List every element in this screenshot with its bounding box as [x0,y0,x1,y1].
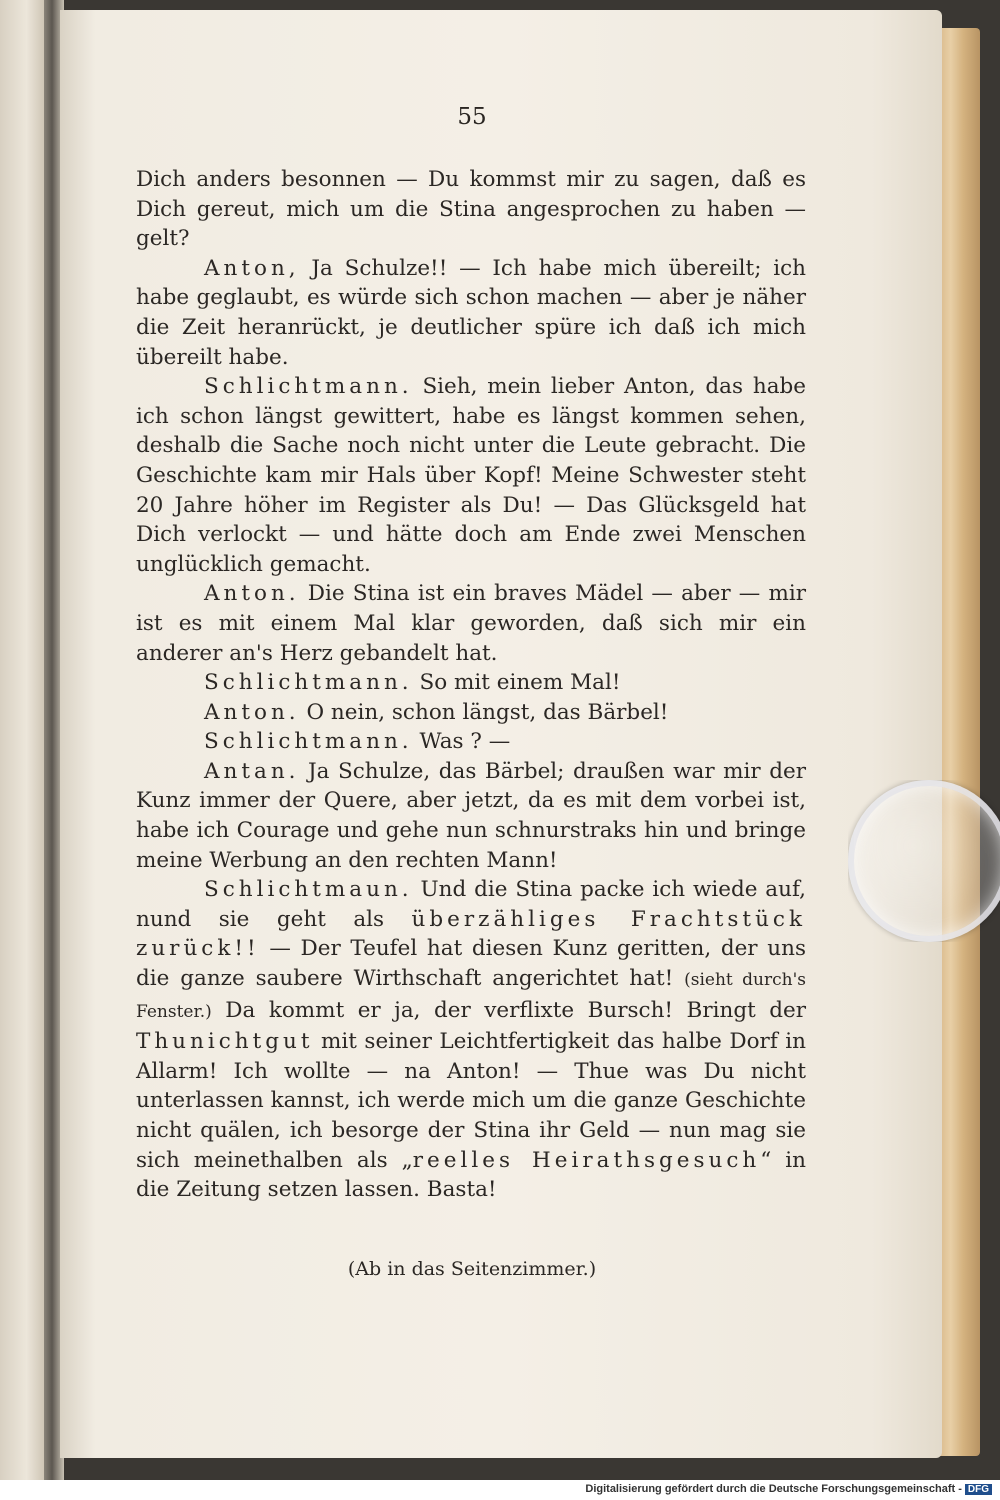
paragraph-text: Ja Schulze!! — Ich habe mich übereilt; ich habe geglaubt, es würde sich schon machen — aber je näher die Zeit heranrückt, je deutlicher spüre ich daß ich mich übereilt habe. [136,255,806,370]
speaker-name: Anton, [204,255,300,281]
page-number: 55 [457,104,487,130]
spaced-text: überzähliges Frachtstück zurück!! [136,906,806,962]
paragraph-text: mit seiner Leichtfertigkeit das halbe Dorf in Allarm! Ich wollte — na Anton! — Thue was Du nicht unterlassen kannst, ich werde mich um die ganze Geschichte nicht quälen, ich besorge der Stina ihr Geld — nun mag sie sich meinethalben als „ [136,1029,806,1173]
paragraph-text: O nein, schon längst, das Bärbel! [299,699,669,725]
spaced-text: Thunichtgut [136,1029,314,1055]
paragraph-text: Sieh, mein lieber Anton, das habe ich schon längst gewittert, habe es längst kommen sehen, deshalb die Sache noch nicht unter die Leute gebracht. Die Geschichte kam mir Hals über Kopf! Meine Schwester steht 20 Jahre höher im Register als Du! — Das Glücksgeld hat Dich verlockt — und hätte doch am Ende zwei Menschen unglücklich gemacht. [136,374,806,577]
stage-direction: (sieht durch's Fenster.) [136,970,806,1022]
spaced-text: reelles Heirathsgesuch [412,1147,761,1173]
page-text [136,165,806,1205]
paragraph-text: Da kommt er ja, der verflixte Bursch! Bringt der [211,997,806,1023]
page-stack-edge [938,28,980,1456]
paragraph-text: Ja Schulze, das Bärbel; draußen war mir der Kunz immer der Quere, aber jetzt, da es mit dem vorbei ist, habe ich Courage und gehe nun schnurstraks hin und bringe meine Werbung an den rechten Mann! [136,758,806,873]
paragraph-3 [136,579,806,668]
paragraph-text: Und die Stina packe ich wiede auf, nund sie geht als [136,877,806,932]
paragraph-text: Was ? — [412,729,511,755]
paragraph-7 [136,757,806,875]
paragraph-5 [136,698,806,728]
paragraph-1 [136,254,806,372]
paragraph-text: — Der Teufel hat diesen Kunz geritten, der uns die ganze saubere Wirthschaft angerichtet hat! [136,936,806,992]
speaker-name: Schlichtmann. [204,729,413,755]
speaker-name: Anton. [204,699,300,725]
paragraph-6 [136,727,806,757]
speaker-name: Anton. [204,581,300,607]
paragraph-2 [136,372,806,579]
digitization-credit [585,1483,992,1495]
speaker-name: Schlichtmann. [204,670,413,696]
dfg-logo: DFG [965,1484,992,1495]
paragraph-text: So mit einem Mal! [412,670,621,696]
paragraph-text: “ in die Zeitung setzen lassen. Basta! [136,1147,806,1203]
speaker-name: Schlichtmaun. [204,877,413,903]
paragraph-4 [136,668,806,698]
stage-direction-exit: (Ab in das Seitenzimmer.) [347,1258,597,1280]
paragraph-text: Dich anders besonnen — Du kommst mir zu sagen, daß es Dich gereut, mich um die Stina angesprochen zu haben — gelt? [136,167,806,252]
paragraph-0 [136,165,806,254]
speaker-name: Antan. [204,758,300,784]
speaker-name: Schlichtmann. [204,374,413,400]
paragraph-text: Die Stina ist ein braves Mädel — aber — mir ist es mit einem Mal klar geworden, daß sich mir ein anderer an's Herz gebandelt hat. [136,581,806,666]
credit-text: Digitalisierung gefördert durch die Deutsche Forschungsgemeinschaft - [585,1483,962,1495]
paragraph-8 [136,875,806,1205]
magnifier-lens [848,780,1000,942]
